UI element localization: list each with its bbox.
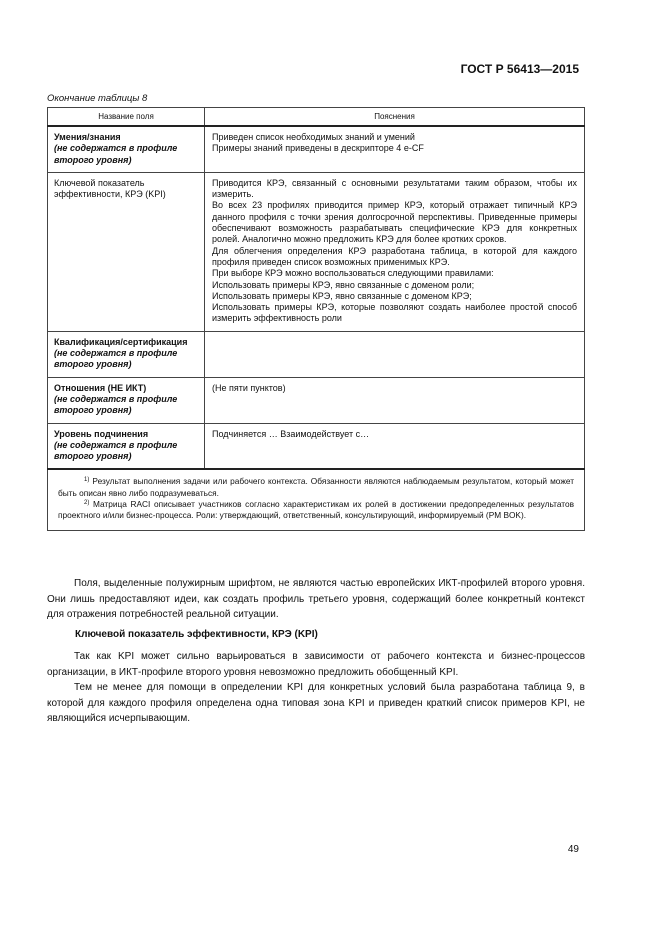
table-header-row (48, 108, 585, 127)
field-name: Отношения (НЕ ИКТ) (54, 382, 147, 393)
explanation-line: Приведен список необходимых знаний и умений (212, 132, 415, 142)
field-note: (не содержатся в профиле второго уровня) (54, 393, 178, 416)
footnote-text: Матрица RACI описывает участников согласно характеристикам их ролей в достижении предопределенных результатов проектного и/или бизнес-процесса. Роли: утверждающий, ответственный, консультирующий, информируемый (PM BOK). (58, 499, 574, 521)
column-header-field-name: Название поля (48, 108, 205, 127)
table-row (48, 126, 585, 172)
footnote (58, 476, 574, 499)
footnotes-cell (48, 469, 585, 530)
table-8 (47, 107, 585, 531)
explanation-line: Приводится КРЭ, связанный с основными результатами таким образом, чтобы их измерить. (212, 177, 577, 200)
field-name: Уровень подчинения (54, 428, 149, 439)
field-name: Ключевой показатель эффективности, КРЭ (KPI) (54, 177, 166, 200)
field-name-cell (48, 423, 205, 469)
table-row (48, 172, 585, 331)
table-row (48, 423, 585, 469)
explanation-line: Во всех 23 профилях приводится пример КРЭ, который отражает типичный КРЭ данного профиля с точки зрения долгосрочной перспективы. Приведенные примеры обеспечивают возможность разрабатывать специфические КРЭ для конкретных ролей. Аналогично можно предложить КРЭ для более кротких сроков. (212, 200, 577, 245)
explanation-line: Использовать примеры КРЭ, которые позволяют создать наиболее простой способ измерить эффективность роли (212, 302, 577, 324)
footnote-text: Результат выполнения задачи или рабочего контекста. Обязанности являются наблюдаемым результатом, который может быть описан явно либо подразумеваться. (58, 476, 575, 498)
table-row (48, 331, 585, 377)
explanation-line: (Не пяти пунктов) (212, 382, 286, 393)
explanation-cell (205, 331, 585, 377)
footnote-mark: 2) (84, 500, 90, 507)
table-caption: Окончание таблицы 8 (47, 93, 148, 104)
table-row (48, 377, 585, 423)
explanation-line: При выборе КРЭ можно воспользоваться следующими правилами: (212, 268, 494, 279)
body-paragraph-1 (47, 576, 585, 623)
footnote (58, 499, 574, 522)
field-name: Квалификация/сертификация (54, 336, 188, 347)
paragraph: Поля, выделенные полужирным шрифтом, не являются частью европейских ИКТ-профилей второго уровня. Они лишь предоставляют идеи, как создать профиль третьего уровня, содержащий более конкретный контекст для отражения потребностей реальной ситуации. (47, 578, 585, 620)
footnotes-row (48, 469, 585, 530)
field-note: (не содержатся в профиле второго уровня) (54, 439, 178, 462)
explanation-line: Использовать примеры КРЭ, явно связанные с доменом КРЭ; (212, 290, 472, 301)
footnote-mark: 1) (84, 477, 90, 484)
field-name-cell (48, 172, 205, 331)
field-name-cell (48, 377, 205, 423)
field-note: (не содержатся в профиле второго уровня) (54, 143, 178, 165)
explanation-cell (205, 377, 585, 423)
explanation-line: Подчиняется … Взаимодействует с… (212, 428, 370, 439)
explanation-line: Примеры знаний приведены в дескрипторе 4 e-CF (212, 143, 424, 154)
paragraph: Тем не менее для помощи в определении KPI для конкретных условий была разработана таблица 9, в которой для каждого профиля определена одна типовая зона KPI и приведен краткий список примеров KPI, не являющийся исчерпывающим. (47, 682, 585, 724)
document-header: ГОСТ Р 56413—2015 (460, 62, 579, 76)
field-name-cell (48, 331, 205, 377)
body-paragraphs-kpi (47, 649, 585, 727)
explanation-line: Использовать примеры КРЭ, явно связанные с доменом роли; (212, 279, 475, 290)
explanation-line: Для облегчения определения КРЭ разработана таблица, в которой для каждого профиля приведен список возможных применимых КРЭ. (212, 245, 577, 267)
field-name-cell (48, 126, 205, 172)
column-header-explanations: Пояснения (205, 108, 585, 127)
field-note: (не содержатся в профиле второго уровня) (54, 348, 178, 370)
section-title: Ключевой показатель эффективности, КРЭ (KPI) (75, 629, 318, 640)
page-number: 49 (567, 844, 579, 855)
explanation-cell (205, 172, 585, 331)
paragraph: Так как KPI может сильно варьироваться в зависимости от рабочего контекста и бизнес-процессов организации, в ИКТ-профиле второго уровня невозможно предложить обобщенный KPI. (47, 651, 585, 678)
explanation-cell (205, 423, 585, 469)
explanation-cell (205, 126, 585, 172)
field-name: Умения/знания (54, 132, 121, 142)
